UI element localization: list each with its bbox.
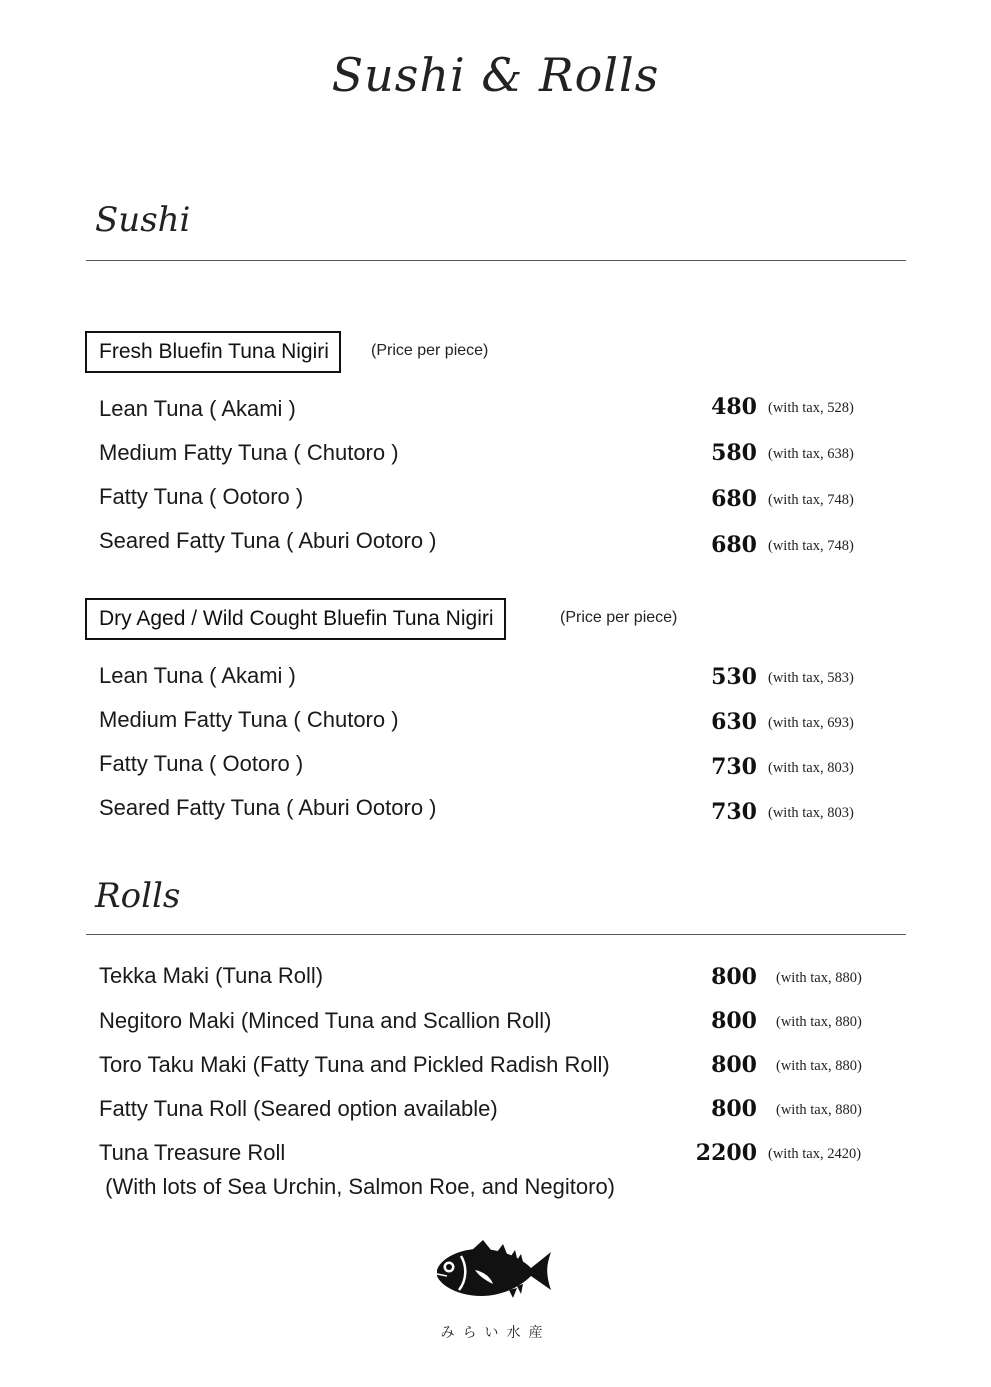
menu-item-name: Medium Fatty Tuna ( Chutoro ) (99, 707, 399, 732)
menu-item-name: Fatty Tuna ( Ootoro ) (99, 484, 304, 509)
menu-item-tax: (with tax, 693) (768, 715, 854, 731)
menu-item-name: Lean Tuna ( Akami ) (99, 663, 296, 688)
menu-item-price: 480 (711, 394, 757, 420)
section-title-sushi: Sushi (95, 200, 191, 240)
menu-item-tax: (with tax, 880) (776, 1014, 862, 1030)
menu-item-tax: (with tax, 638) (768, 446, 854, 462)
section-title-rolls: Rolls (95, 876, 181, 916)
menu-item-name: Tuna Treasure Roll (99, 1140, 286, 1165)
menu-item-price: 680 (711, 486, 757, 512)
group-note: (Price per piece) (371, 342, 489, 359)
menu-item-tax: (with tax, 583) (768, 670, 854, 686)
tuna-fish-icon (431, 1240, 559, 1306)
group-title-dry-aged: Dry Aged / Wild Cought Bluefin Tuna Nigiri (85, 598, 506, 640)
section-divider (86, 260, 906, 261)
menu-item-description: (With lots of Sea Urchin, Salmon Roe, and Negitoro) (99, 1174, 616, 1199)
menu-item-tax: (with tax, 880) (776, 970, 862, 986)
menu-item-name: Negitoro Maki (Minced Tuna and Scallion Roll) (99, 1008, 552, 1033)
menu-item-price: 580 (711, 440, 757, 466)
menu-item-name: Tekka Maki (Tuna Roll) (99, 963, 324, 988)
menu-item-name: Fatty Tuna Roll (Seared option available) (99, 1096, 498, 1121)
menu-item-price: 630 (711, 709, 757, 735)
menu-item-price: 730 (711, 799, 757, 825)
menu-item-price: 800 (711, 1052, 757, 1078)
menu-item-price: 680 (711, 532, 757, 558)
page-title: Sushi & Rolls (331, 48, 660, 102)
menu-item-price: 800 (711, 1096, 757, 1122)
group-note: (Price per piece) (560, 609, 678, 626)
menu-item-tax: (with tax, 748) (768, 492, 854, 508)
menu-item-tax: (with tax, 803) (768, 805, 854, 821)
menu-item-tax: (with tax, 528) (768, 400, 854, 416)
menu-item-name: Seared Fatty Tuna ( Aburi Ootoro ) (99, 528, 437, 553)
menu-item-name: Toro Taku Maki (Fatty Tuna and Pickled Radish Roll) (99, 1052, 610, 1077)
menu-item-tax: (with tax, 880) (776, 1102, 862, 1118)
menu-item-tax: (with tax, 803) (768, 760, 854, 776)
menu-item-price: 530 (711, 664, 757, 690)
menu-item-name: Medium Fatty Tuna ( Chutoro ) (99, 440, 399, 465)
menu-item-tax: (with tax, 2420) (768, 1146, 862, 1162)
menu-item-name: Lean Tuna ( Akami ) (99, 396, 296, 421)
menu-item-price: 800 (711, 1008, 757, 1034)
logo-text: みらい水産 (440, 1325, 551, 1341)
menu-item-price: 800 (711, 964, 757, 990)
menu-item-tax: (with tax, 880) (776, 1058, 862, 1074)
menu-item-name: Seared Fatty Tuna ( Aburi Ootoro ) (99, 795, 437, 820)
menu-item-price: 730 (711, 754, 757, 780)
menu-item-name: Fatty Tuna ( Ootoro ) (99, 751, 304, 776)
section-divider (86, 934, 906, 935)
menu-item-tax: (with tax, 748) (768, 538, 854, 554)
group-title-fresh-bluefin: Fresh Bluefin Tuna Nigiri (85, 331, 341, 373)
menu-item-price: 2200 (695, 1140, 757, 1166)
